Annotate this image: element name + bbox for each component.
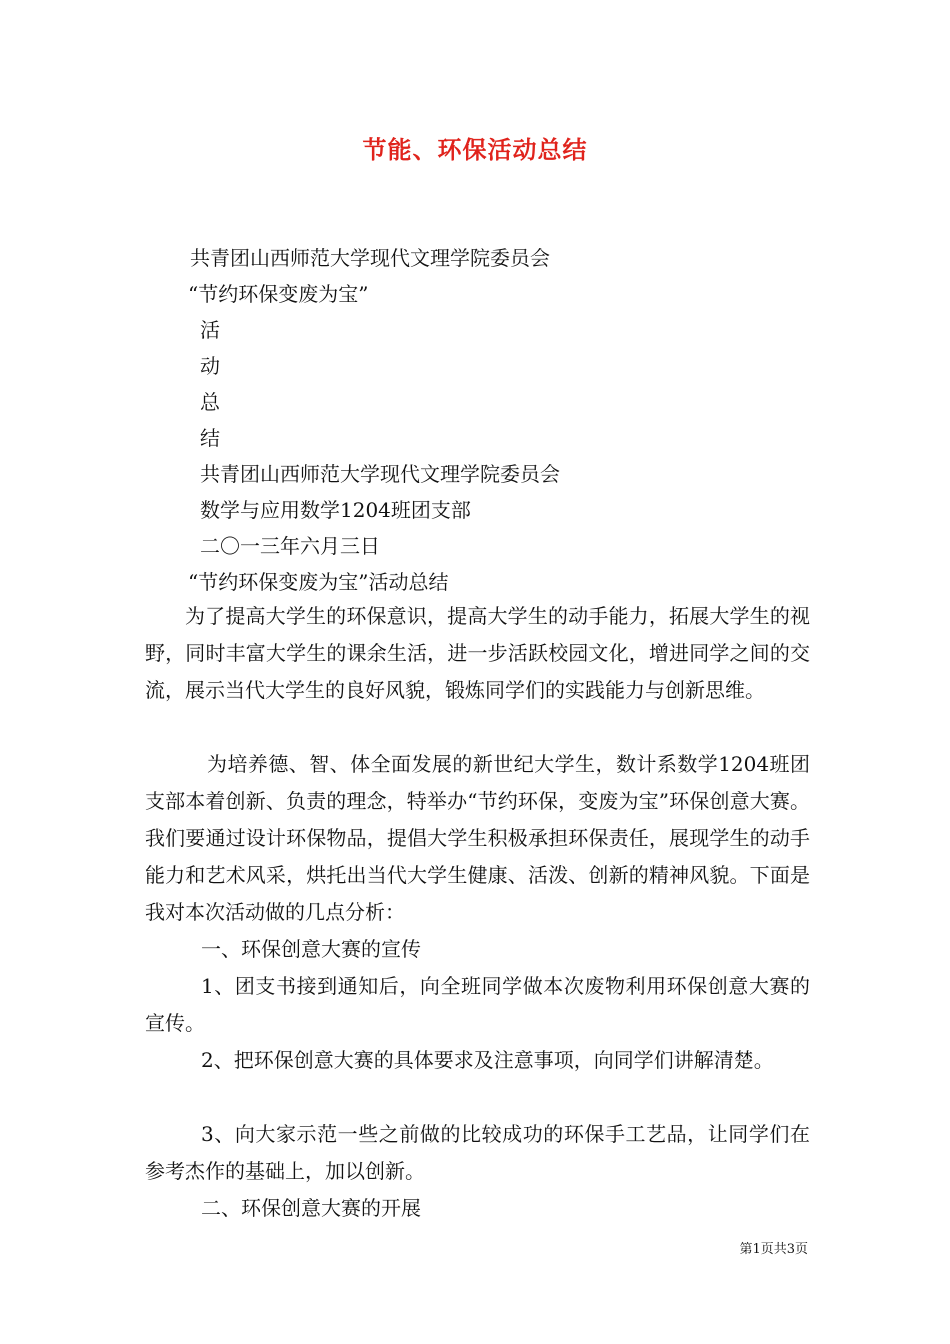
cover-vertical-char-4: 结 <box>200 426 220 450</box>
list-item-3: 3、向大家示范一些之前做的比较成功的环保手工艺品，让同学们在参考杰作的基础上，加以创新。 <box>145 1122 810 1183</box>
page-number-footer: 第1页共3页 <box>739 1242 808 1257</box>
cover-org-line: 共青团山西师范大学现代文理学院委员会 <box>190 246 550 270</box>
subheading-1: 一、环保创意大赛的宣传 <box>201 937 421 961</box>
cover-class-line: 数学与应用数学1204班团支部 <box>200 498 471 522</box>
body-paragraph-2: 为培养德、智、体全面发展的新世纪大学生，数计系数学1204班团支部本着创新、负责的理念，特举办“节约环保，变废为宝”环保创意大赛。我们要通过设计环保物品，提倡大学生积极承担环保责任，展现学生的动手能力和艺术风采，烘托出当代大学生健康、活泼、创新的精神风貌。下面是我对本次活动做的几点分析： <box>145 752 810 924</box>
cover-date-line: 二〇一三年六月三日 <box>200 534 380 558</box>
cover-vertical-char-1: 活 <box>200 318 220 342</box>
section-heading: “节约环保变废为宝”活动总结 <box>188 570 449 594</box>
document-title: 节能、环保活动总结 <box>362 135 588 164</box>
list-item-2: 2、把环保创意大赛的具体要求及注意事项，向同学们讲解清楚。 <box>201 1048 774 1072</box>
cover-vertical-char-3: 总 <box>200 390 220 414</box>
body-paragraph-1: 为了提高大学生的环保意识，提高大学生的动手能力，拓展大学生的视野，同时丰富大学生的课余生活，进一步活跃校园文化，增进同学之间的交流，展示当代大学生的良好风貌，锻炼同学们的实践能力与创新思维。 <box>145 604 810 702</box>
cover-org-line-2: 共青团山西师范大学现代文理学院委员会 <box>200 462 560 486</box>
list-item-1: 1、团支书接到通知后，向全班同学做本次废物利用环保创意大赛的宣传。 <box>145 974 810 1035</box>
subheading-2: 二、环保创意大赛的开展 <box>201 1196 421 1220</box>
cover-vertical-char-2: 动 <box>200 354 220 378</box>
cover-slogan-line: “节约环保变废为宝” <box>188 282 369 306</box>
